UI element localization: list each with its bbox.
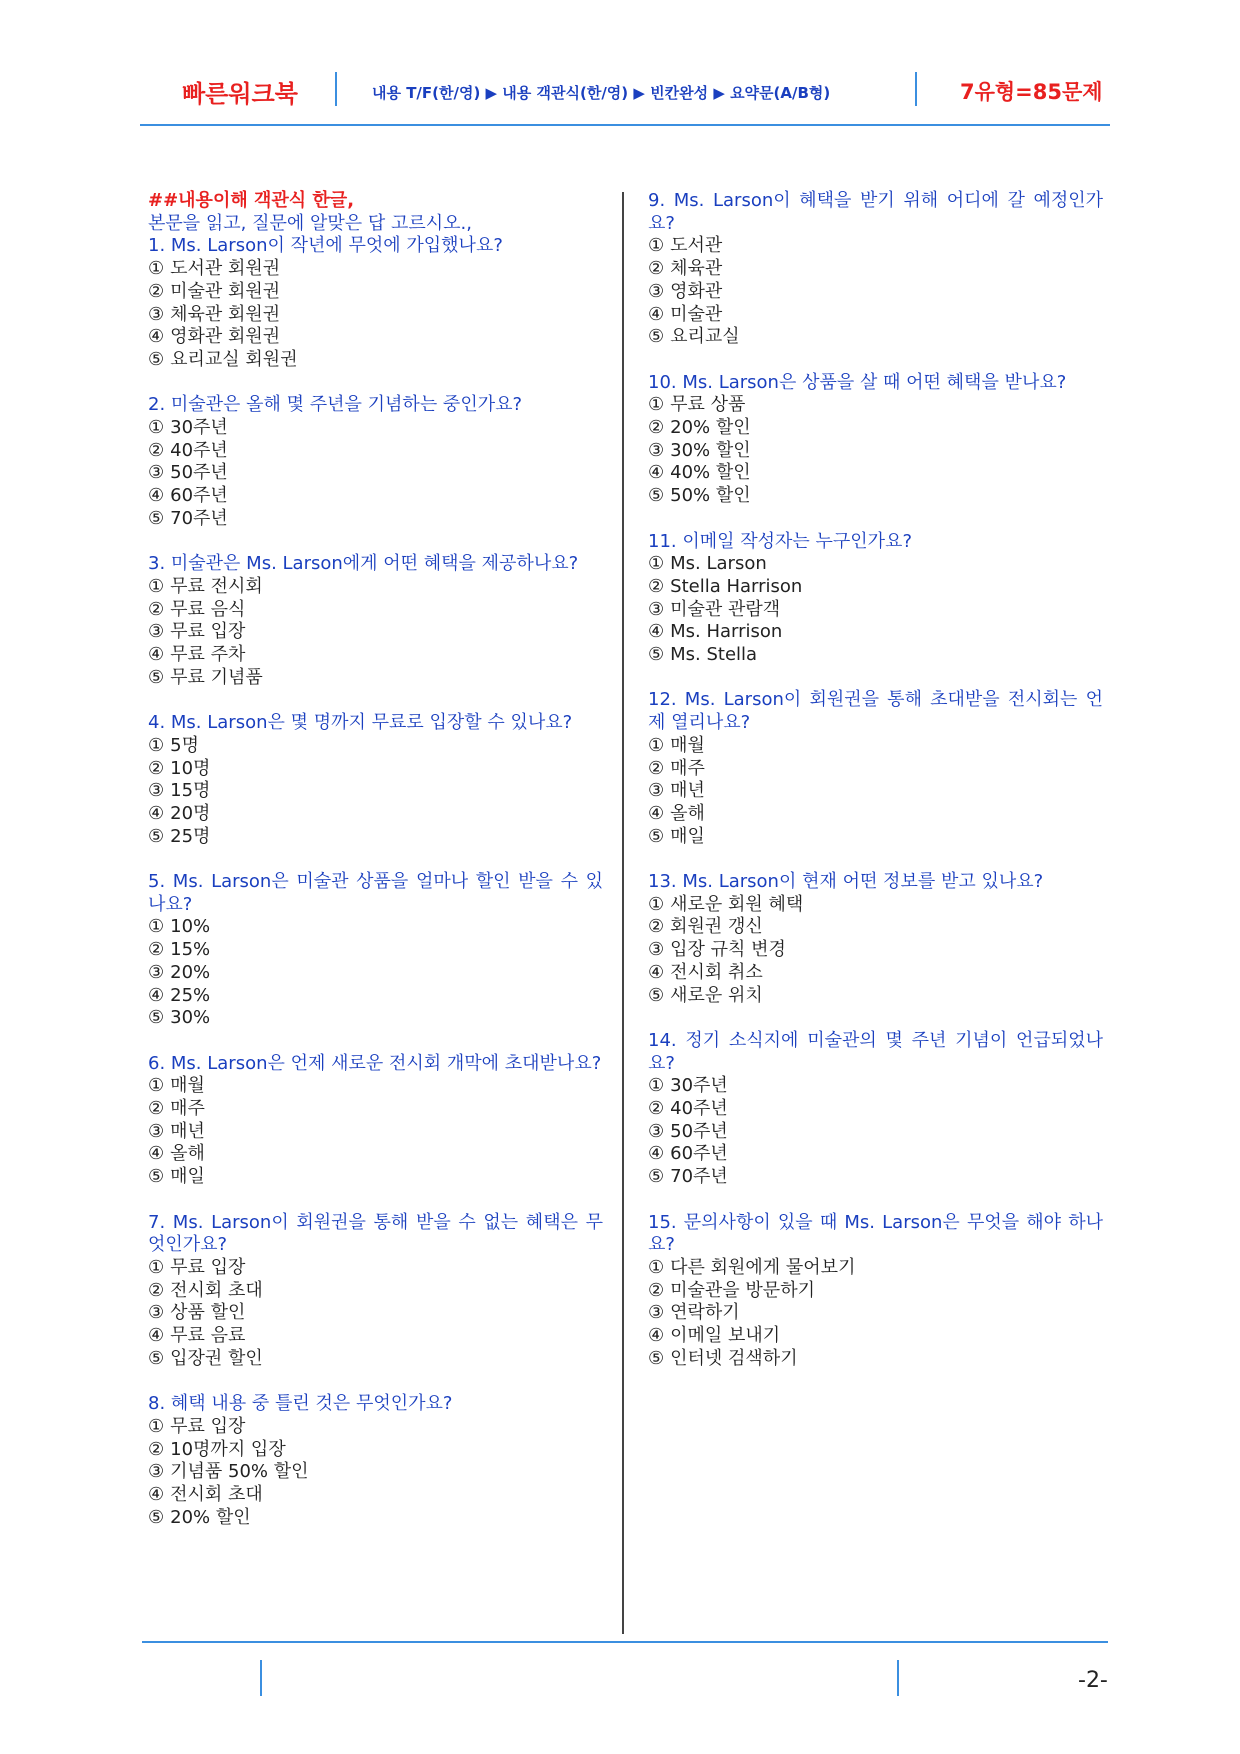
question-item <box>648 190 1103 349</box>
question-text: 2. 미술관은 올해 몇 주년을 기념하는 중인가요? <box>148 394 523 416</box>
answer-option[interactable] <box>148 1302 603 1325</box>
answer-option[interactable] <box>148 803 603 826</box>
section-title: ##내용이해 객관식 한글, <box>148 190 355 211</box>
option-label: 무료 전시회 <box>170 575 263 597</box>
option-label: 전시회 초대 <box>170 1279 263 1301</box>
answer-option[interactable] <box>648 1348 1103 1371</box>
option-label: 미술관 회원권 <box>170 280 281 302</box>
option-number: ① <box>148 1415 165 1437</box>
answer-option[interactable] <box>148 1416 603 1439</box>
answer-option[interactable] <box>648 1121 1103 1144</box>
option-number: ② <box>148 1438 165 1460</box>
option-number: ③ <box>648 439 665 461</box>
problem-count: 7유형=85문제 <box>960 80 1103 104</box>
option-label: 25명 <box>170 825 211 847</box>
option-label: 30주년 <box>170 417 228 439</box>
option-number: ③ <box>648 780 665 802</box>
option-label: 체육관 회원권 <box>170 303 281 325</box>
brand-title: 빠른워크북 <box>182 80 298 108</box>
option-number: ② <box>648 258 665 280</box>
answer-option[interactable] <box>648 553 1103 576</box>
option-number: ① <box>648 235 665 257</box>
option-number: ① <box>148 258 165 280</box>
answer-option[interactable] <box>148 667 603 690</box>
option-number: ③ <box>148 1120 165 1142</box>
option-label: 30% 할인 <box>670 439 751 461</box>
answer-option[interactable] <box>148 780 603 803</box>
option-label: 영화관 회원권 <box>170 326 281 348</box>
option-number: ③ <box>648 1120 665 1142</box>
option-label: 다른 회원에게 물어보기 <box>670 1256 856 1278</box>
option-label: 25% <box>170 984 211 1006</box>
option-number: ④ <box>148 1483 165 1505</box>
option-label: 70주년 <box>670 1166 728 1188</box>
option-label: 상품 할인 <box>170 1302 246 1324</box>
option-number: ⑤ <box>148 1166 165 1188</box>
option-number: ③ <box>148 1302 165 1324</box>
option-label: 20% <box>170 961 211 983</box>
instruction-text: 본문을 읽고, 질문에 알맞은 답 고르시오., <box>148 212 472 234</box>
option-number: ④ <box>648 303 665 325</box>
answer-option[interactable] <box>148 939 603 962</box>
option-number: ⑤ <box>148 666 165 688</box>
option-number: ② <box>148 598 165 620</box>
answer-option[interactable] <box>148 1348 603 1371</box>
option-label: 연락하기 <box>670 1302 740 1324</box>
answer-option[interactable] <box>648 962 1103 985</box>
option-label: 50주년 <box>170 462 228 484</box>
option-number: ③ <box>148 780 165 802</box>
option-number: ④ <box>648 961 665 983</box>
option-label: 요리교실 <box>670 326 740 348</box>
option-label: 회원권 갱신 <box>670 916 763 938</box>
option-number: ④ <box>648 1325 665 1347</box>
question-item <box>148 1212 603 1371</box>
option-label: 무료 기념품 <box>170 666 263 688</box>
page-number: -2- <box>1078 1668 1108 1693</box>
header-divider-left <box>335 72 337 106</box>
option-label: 매월 <box>670 734 705 756</box>
option-number: ② <box>648 417 665 439</box>
column-divider <box>622 192 624 1634</box>
option-label: 입장 규칙 변경 <box>670 939 786 961</box>
option-number: ④ <box>148 644 165 666</box>
option-number: ① <box>148 1075 165 1097</box>
option-number: ① <box>648 553 665 575</box>
option-number: ③ <box>148 303 165 325</box>
option-label: 매주 <box>170 1098 205 1120</box>
question-item <box>648 531 1103 667</box>
answer-option[interactable] <box>148 258 603 281</box>
option-label: Stella Harrison <box>670 575 803 597</box>
answer-option[interactable] <box>648 916 1103 939</box>
question-text: 14. 정기 소식지에 미술관의 몇 주년 기념이 언급되었나요? <box>648 1029 1103 1074</box>
option-number: ⑤ <box>648 1347 665 1369</box>
option-label: 무료 음료 <box>170 1325 246 1347</box>
option-label: 10명 <box>170 757 211 779</box>
answer-option[interactable] <box>648 462 1103 485</box>
answer-option[interactable] <box>148 462 603 485</box>
option-number: ② <box>648 575 665 597</box>
answer-option[interactable] <box>648 1143 1103 1166</box>
option-number: ⑤ <box>648 326 665 348</box>
option-label: 20% 할인 <box>170 1506 251 1528</box>
answer-option[interactable] <box>148 962 603 985</box>
answer-option[interactable] <box>648 644 1103 667</box>
answer-option[interactable] <box>148 644 603 667</box>
answer-option[interactable] <box>648 326 1103 349</box>
option-number: ⑤ <box>148 1347 165 1369</box>
option-number: ② <box>148 1098 165 1120</box>
answer-option[interactable] <box>148 326 603 349</box>
option-label: 40% 할인 <box>670 462 751 484</box>
question-item <box>148 871 603 1030</box>
option-label: 30주년 <box>670 1075 728 1097</box>
answer-option[interactable] <box>148 1143 603 1166</box>
question-item <box>148 1053 603 1189</box>
option-label: 매일 <box>170 1166 205 1188</box>
option-label: 전시회 초대 <box>170 1483 263 1505</box>
answer-option[interactable] <box>648 939 1103 962</box>
option-label: 10명까지 입장 <box>170 1438 286 1460</box>
answer-option[interactable] <box>648 1075 1103 1098</box>
option-number: ⑤ <box>148 348 165 370</box>
option-label: 20% 할인 <box>670 417 751 439</box>
answer-option[interactable] <box>648 417 1103 440</box>
option-number: ④ <box>148 326 165 348</box>
right-column <box>648 190 1103 1393</box>
option-number: ① <box>148 417 165 439</box>
option-number: ⑤ <box>148 1506 165 1528</box>
footer-divider-left <box>260 1660 262 1696</box>
question-item <box>648 372 1103 508</box>
option-label: Ms. Stella <box>670 644 758 666</box>
question-text: 4. Ms. Larson은 몇 명까지 무료로 입장할 수 있나요? <box>148 712 573 734</box>
option-label: 10% <box>170 916 211 938</box>
option-number: ④ <box>648 1143 665 1165</box>
option-number: ⑤ <box>648 485 665 507</box>
option-label: 미술관 <box>670 303 723 325</box>
option-label: 매일 <box>670 825 705 847</box>
question-text: 13. Ms. Larson이 현재 어떤 정보를 받고 있나요? <box>648 871 1044 893</box>
option-label: 50주년 <box>670 1120 728 1142</box>
answer-option[interactable] <box>648 304 1103 327</box>
option-number: ④ <box>648 802 665 824</box>
answer-option[interactable] <box>148 440 603 463</box>
option-number: ② <box>648 916 665 938</box>
answer-option[interactable] <box>648 1302 1103 1325</box>
option-number: ② <box>148 439 165 461</box>
option-label: 이메일 보내기 <box>670 1325 781 1347</box>
option-number: ② <box>148 280 165 302</box>
option-label: 기념품 50% 할인 <box>170 1461 309 1483</box>
answer-option[interactable] <box>148 1461 603 1484</box>
answer-option[interactable] <box>148 1121 603 1144</box>
answer-option[interactable] <box>148 1075 603 1098</box>
answer-option[interactable] <box>148 349 603 372</box>
answer-option[interactable] <box>648 1280 1103 1303</box>
question-text: 3. 미술관은 Ms. Larson에게 어떤 혜택을 제공하나요? <box>148 553 579 575</box>
footer-rule <box>142 1641 1108 1643</box>
answer-option[interactable] <box>148 826 603 849</box>
question-item <box>648 1212 1103 1371</box>
option-number: ④ <box>148 984 165 1006</box>
option-number: ① <box>148 916 165 938</box>
footer-divider-right <box>897 1660 899 1696</box>
answer-option[interactable] <box>648 599 1103 622</box>
option-label: 60주년 <box>670 1143 728 1165</box>
answer-option[interactable] <box>648 576 1103 599</box>
option-label: 무료 음식 <box>170 598 246 620</box>
answer-option[interactable] <box>148 1280 603 1303</box>
answer-option[interactable] <box>648 621 1103 644</box>
option-number: ⑤ <box>148 1007 165 1029</box>
option-number: ① <box>648 734 665 756</box>
question-text: 11. 이메일 작성자는 누구인가요? <box>648 530 912 552</box>
option-number: ② <box>148 939 165 961</box>
option-number: ④ <box>148 485 165 507</box>
option-label: 매년 <box>670 780 705 802</box>
option-number: ① <box>648 1256 665 1278</box>
answer-option[interactable] <box>648 894 1103 917</box>
question-item <box>148 553 603 689</box>
answer-option[interactable] <box>648 758 1103 781</box>
option-number: ③ <box>648 280 665 302</box>
question-item <box>648 871 1103 1007</box>
option-number: ② <box>148 757 165 779</box>
answer-option[interactable] <box>648 281 1103 304</box>
question-text: 7. Ms. Larson이 회원권을 통해 받을 수 없는 혜택은 무엇인가요? <box>148 1211 603 1256</box>
option-label: 요리교실 회원권 <box>170 348 298 370</box>
answer-option[interactable] <box>148 1007 603 1030</box>
option-label: 30% <box>170 1007 211 1029</box>
answer-option[interactable] <box>148 485 603 508</box>
answer-option[interactable] <box>648 985 1103 1008</box>
page-header <box>140 62 1110 122</box>
option-number: ④ <box>148 802 165 824</box>
question-item <box>648 689 1103 848</box>
answer-option[interactable] <box>148 1166 603 1189</box>
option-number: ⑤ <box>648 1166 665 1188</box>
option-label: 70주년 <box>170 507 228 529</box>
answer-option[interactable] <box>648 780 1103 803</box>
question-text: 10. Ms. Larson은 상품을 살 때 어떤 혜택을 받나요? <box>648 371 1067 393</box>
option-label: 새로운 회원 혜택 <box>670 893 804 915</box>
answer-option[interactable] <box>148 916 603 939</box>
option-label: 인터넷 검색하기 <box>670 1347 798 1369</box>
answer-option[interactable] <box>148 417 603 440</box>
header-divider-right <box>915 72 917 106</box>
option-number: ② <box>648 1279 665 1301</box>
option-number: ① <box>148 734 165 756</box>
option-label: 60주년 <box>170 485 228 507</box>
option-label: 영화관 <box>670 280 723 302</box>
option-label: 5명 <box>170 734 199 756</box>
answer-option[interactable] <box>148 304 603 327</box>
option-number: ③ <box>148 621 165 643</box>
option-label: 도서관 <box>670 235 723 257</box>
question-text: 12. Ms. Larson이 회원권을 통해 초대받을 전시회는 언제 열리나요? <box>648 689 1103 734</box>
option-label: Ms. Harrison <box>670 621 783 643</box>
option-label: 올해 <box>170 1143 205 1165</box>
option-number: ② <box>648 1098 665 1120</box>
answer-option[interactable] <box>648 1098 1103 1121</box>
question-text: 9. Ms. Larson이 혜택을 받기 위해 어디에 갈 예정인가요? <box>648 190 1103 234</box>
option-number: ④ <box>648 621 665 643</box>
answer-option[interactable] <box>148 508 603 531</box>
option-label: 체육관 <box>670 258 723 280</box>
option-number: ⑤ <box>648 644 665 666</box>
option-number: ③ <box>148 462 165 484</box>
answer-option[interactable] <box>148 1098 603 1121</box>
question-text: 6. Ms. Larson은 언제 새로운 전시회 개막에 초대받나요? <box>148 1052 602 1074</box>
question-text: 5. Ms. Larson은 미술관 상품을 얼마나 할인 받을 수 있나요? <box>148 871 603 915</box>
answer-option[interactable] <box>148 599 603 622</box>
answer-option[interactable] <box>148 985 603 1008</box>
option-number: ③ <box>148 1461 165 1483</box>
option-label: 20명 <box>170 802 211 824</box>
answer-option[interactable] <box>148 735 603 758</box>
question-item <box>648 1030 1103 1189</box>
option-label: 올해 <box>670 802 705 824</box>
answer-option[interactable] <box>648 440 1103 463</box>
option-label: 새로운 위치 <box>670 984 763 1006</box>
question-list-left <box>148 235 603 1529</box>
answer-option[interactable] <box>148 1484 603 1507</box>
question-text: 15. 문의사항이 있을 때 Ms. Larson은 무엇을 해야 하나요? <box>648 1211 1103 1256</box>
option-label: 매년 <box>170 1120 205 1142</box>
option-number: ③ <box>648 598 665 620</box>
option-number: ② <box>648 757 665 779</box>
option-label: 40주년 <box>170 439 228 461</box>
left-column <box>148 190 603 1552</box>
answer-option[interactable] <box>648 1166 1103 1189</box>
answer-option[interactable] <box>648 1257 1103 1280</box>
answer-option[interactable] <box>148 576 603 599</box>
answer-option[interactable] <box>148 1325 603 1348</box>
answer-option[interactable] <box>648 394 1103 417</box>
option-label: 전시회 취소 <box>670 961 763 983</box>
question-list-right <box>648 190 1103 1370</box>
option-number: ⑤ <box>148 507 165 529</box>
option-label: 15% <box>170 939 211 961</box>
workflow-steps: 내용 T/F(한/영) ▶ 내용 객관식(한/영) ▶ 빈칸완성 ▶ 요약문(A/B형) <box>372 84 831 102</box>
answer-option[interactable] <box>148 758 603 781</box>
answer-option[interactable] <box>648 258 1103 281</box>
option-number: ③ <box>648 1302 665 1324</box>
option-label: 무료 입장 <box>170 621 246 643</box>
option-label: 무료 입장 <box>170 1256 246 1278</box>
option-number: ④ <box>148 1143 165 1165</box>
option-number: ① <box>648 1075 665 1097</box>
option-label: 매주 <box>670 757 705 779</box>
option-label: 매월 <box>170 1075 205 1097</box>
option-number: ① <box>648 893 665 915</box>
answer-option[interactable] <box>648 235 1103 258</box>
option-number: ⑤ <box>148 825 165 847</box>
option-number: ① <box>148 1256 165 1278</box>
option-number: ② <box>148 1279 165 1301</box>
option-label: 무료 주차 <box>170 644 246 666</box>
option-label: 무료 상품 <box>670 394 746 416</box>
option-label: 미술관을 방문하기 <box>670 1279 815 1301</box>
option-label: Ms. Larson <box>670 553 767 575</box>
option-label: 입장권 할인 <box>170 1347 263 1369</box>
answer-option[interactable] <box>648 1325 1103 1348</box>
option-number: ① <box>148 575 165 597</box>
option-label: 40주년 <box>670 1098 728 1120</box>
answer-option[interactable] <box>648 485 1103 508</box>
answer-option[interactable] <box>648 735 1103 758</box>
option-label: 미술관 관람객 <box>670 598 781 620</box>
option-number: ⑤ <box>648 825 665 847</box>
option-number: ④ <box>648 462 665 484</box>
question-item <box>148 235 603 371</box>
answer-option[interactable] <box>148 1257 603 1280</box>
option-label: 15명 <box>170 780 211 802</box>
option-number: ⑤ <box>648 984 665 1006</box>
option-label: 50% 할인 <box>670 485 751 507</box>
answer-option[interactable] <box>648 826 1103 849</box>
question-item <box>148 712 603 848</box>
option-number: ③ <box>648 939 665 961</box>
answer-option[interactable] <box>648 803 1103 826</box>
answer-option[interactable] <box>148 621 603 644</box>
question-item <box>148 394 603 530</box>
option-number: ④ <box>148 1325 165 1347</box>
question-item <box>148 1393 603 1529</box>
option-number: ③ <box>148 961 165 983</box>
option-label: 도서관 회원권 <box>170 258 281 280</box>
answer-option[interactable] <box>148 1439 603 1462</box>
option-number: ① <box>648 394 665 416</box>
option-label: 무료 입장 <box>170 1415 246 1437</box>
answer-option[interactable] <box>148 281 603 304</box>
question-text: 8. 혜택 내용 중 틀린 것은 무엇인가요? <box>148 1393 453 1415</box>
header-rule <box>140 124 1110 126</box>
question-text: 1. Ms. Larson이 작년에 무엇에 가입했나요? <box>148 235 503 257</box>
answer-option[interactable] <box>148 1507 603 1530</box>
